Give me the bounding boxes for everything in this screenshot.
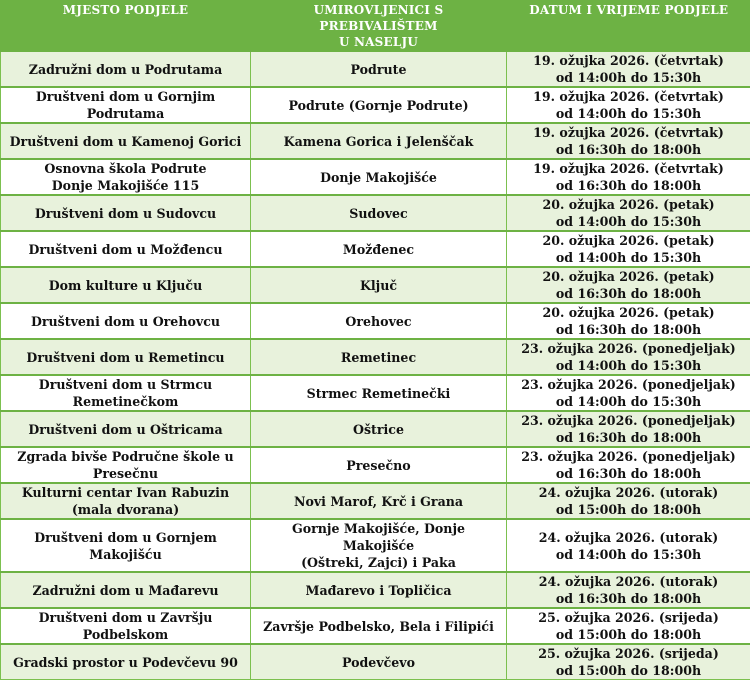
date-time-cell-line: 23. ožujka 2026. (ponedjeljak) <box>511 448 746 465</box>
settlement-cell-line: Remetinec <box>255 349 502 366</box>
date-time-cell-line: 24. ožujka 2026. (utorak) <box>511 529 746 546</box>
settlement-cell <box>251 87 507 123</box>
settlement-cell-line: Presečno <box>255 457 502 474</box>
date-time-cell <box>507 411 750 447</box>
settlement-cell-line: Orehovec <box>255 313 502 330</box>
location-cell-line: Društveni dom u Možđencu <box>5 241 246 258</box>
date-time-cell <box>507 195 750 231</box>
date-time-cell-line: od 15:00h do 18:00h <box>511 662 746 679</box>
location-cell <box>1 411 251 447</box>
location-cell <box>1 375 251 411</box>
date-time-cell <box>507 339 750 375</box>
date-time-cell-line: 20. ožujka 2026. (petak) <box>511 268 746 285</box>
location-cell <box>1 267 251 303</box>
location-cell-line: Kulturni centar Ivan Rabuzin <box>5 484 246 501</box>
date-time-cell-line: 24. ožujka 2026. (utorak) <box>511 484 746 501</box>
settlement-cell <box>251 519 507 572</box>
date-time-cell-line: od 14:00h do 15:30h <box>511 393 746 410</box>
date-time-cell-line: od 14:00h do 15:30h <box>511 249 746 266</box>
date-time-cell-line: 23. ožujka 2026. (ponedjeljak) <box>511 376 746 393</box>
date-time-cell <box>507 519 750 572</box>
settlement-cell <box>251 303 507 339</box>
location-cell-line: Društveni dom u Remetincu <box>5 349 246 366</box>
date-time-cell <box>507 159 750 195</box>
date-time-cell <box>507 644 750 680</box>
header-date <box>507 0 750 51</box>
settlement-cell <box>251 447 507 483</box>
location-cell <box>1 519 251 572</box>
settlement-cell-line: Oštrice <box>255 421 502 438</box>
location-cell <box>1 123 251 159</box>
location-cell-line: Presečnu <box>5 465 246 482</box>
header-label-line: DATUM I VRIJEME PODJELE <box>511 2 747 18</box>
settlement-cell-line: Završje Podbelsko, Bela i Filipići <box>255 618 502 635</box>
location-cell-line: (mala dvorana) <box>5 501 246 518</box>
location-cell-line: Društveni dom u Orehovcu <box>5 313 246 330</box>
location-cell <box>1 339 251 375</box>
location-cell <box>1 608 251 644</box>
table-row <box>1 267 750 303</box>
date-time-cell <box>507 375 750 411</box>
location-cell <box>1 483 251 519</box>
date-time-cell-line: od 14:00h do 15:30h <box>511 105 746 122</box>
settlement-cell <box>251 572 507 608</box>
location-cell-line: Zadružni dom u Mađarevu <box>5 582 246 599</box>
table-row <box>1 339 750 375</box>
settlement-cell <box>251 375 507 411</box>
date-time-cell-line: 23. ožujka 2026. (ponedjeljak) <box>511 412 746 429</box>
location-cell-line: Društveni dom u Gornjem Makojišću <box>5 529 246 563</box>
date-time-cell-line: 24. ožujka 2026. (utorak) <box>511 573 746 590</box>
settlement-cell-line: Ključ <box>255 277 502 294</box>
settlement-cell-line: Podrute (Gornje Podrute) <box>255 97 502 114</box>
location-cell <box>1 231 251 267</box>
location-cell-line: Društveni dom u Sudovcu <box>5 205 246 222</box>
settlement-cell-line: Donje Makojišće <box>255 169 502 186</box>
settlement-cell-line: Strmec Remetinečki <box>255 385 502 402</box>
table-row <box>1 411 750 447</box>
location-cell <box>1 303 251 339</box>
date-time-cell-line: od 15:00h do 18:00h <box>511 626 746 643</box>
location-cell <box>1 195 251 231</box>
header-label-line: U NASELJU <box>255 34 502 50</box>
date-time-cell <box>507 87 750 123</box>
location-cell-line: Društveni dom u Kamenoj Gorici <box>5 133 246 150</box>
table-row <box>1 87 750 123</box>
date-time-cell-line: od 15:00h do 18:00h <box>511 501 746 518</box>
settlement-cell-line: Gornje Makojišće, Donje Makojišće <box>255 520 502 554</box>
date-time-cell-line: 25. ožujka 2026. (srijeda) <box>511 645 746 662</box>
header-label-line: UMIROVLJENICI S PREBIVALIŠTEM <box>255 2 502 34</box>
date-time-cell-line: 19. ožujka 2026. (četvrtak) <box>511 124 746 141</box>
settlement-cell-line: Kamena Gorica i Jelenščak <box>255 133 502 150</box>
date-time-cell-line: 19. ožujka 2026. (četvrtak) <box>511 88 746 105</box>
location-cell <box>1 87 251 123</box>
settlement-cell <box>251 123 507 159</box>
settlement-cell <box>251 51 507 87</box>
settlement-cell-line: Podrute <box>255 61 502 78</box>
settlement-cell <box>251 483 507 519</box>
date-time-cell-line: od 14:00h do 15:30h <box>511 357 746 374</box>
table-row <box>1 123 750 159</box>
date-time-cell-line: 19. ožujka 2026. (četvrtak) <box>511 160 746 177</box>
location-cell-line: Društveni dom u Strmcu <box>5 376 246 393</box>
settlement-cell <box>251 608 507 644</box>
location-cell <box>1 447 251 483</box>
date-time-cell-line: 23. ožujka 2026. (ponedjeljak) <box>511 340 746 357</box>
table-row <box>1 483 750 519</box>
location-cell-line: Zadružni dom u Podrutama <box>5 61 246 78</box>
table-row <box>1 519 750 572</box>
location-cell <box>1 51 251 87</box>
table-row <box>1 195 750 231</box>
header-location <box>1 0 251 51</box>
location-cell-line: Dom kulture u Ključu <box>5 277 246 294</box>
table-row <box>1 375 750 411</box>
location-cell-line: Gradski prostor u Podevčevu 90 <box>5 654 246 671</box>
settlement-cell <box>251 195 507 231</box>
date-time-cell-line: od 16:30h do 18:00h <box>511 177 746 194</box>
table-row <box>1 608 750 644</box>
date-time-cell <box>507 267 750 303</box>
settlement-cell <box>251 159 507 195</box>
table-row <box>1 644 750 680</box>
date-time-cell <box>507 51 750 87</box>
settlement-cell <box>251 231 507 267</box>
date-time-cell <box>507 572 750 608</box>
date-time-cell-line: od 16:30h do 18:00h <box>511 590 746 607</box>
date-time-cell-line: od 16:30h do 18:00h <box>511 465 746 482</box>
date-time-cell <box>507 231 750 267</box>
table-row <box>1 303 750 339</box>
date-time-cell-line: od 14:00h do 15:30h <box>511 546 746 563</box>
settlement-cell-line: Mađarevo i Topličica <box>255 582 502 599</box>
date-time-cell-line: od 14:00h do 15:30h <box>511 213 746 230</box>
location-cell <box>1 159 251 195</box>
settlement-cell <box>251 411 507 447</box>
location-cell-line: Društveni dom u Gornjim Podrutama <box>5 88 246 122</box>
date-time-cell-line: 20. ožujka 2026. (petak) <box>511 232 746 249</box>
settlement-cell <box>251 339 507 375</box>
date-time-cell-line: od 16:30h do 18:00h <box>511 429 746 446</box>
location-cell <box>1 644 251 680</box>
location-cell-line: Društveni dom u Završju Podbelskom <box>5 609 246 643</box>
settlement-cell <box>251 267 507 303</box>
date-time-cell-line: od 16:30h do 18:00h <box>511 285 746 302</box>
date-time-cell <box>507 608 750 644</box>
date-time-cell <box>507 483 750 519</box>
location-cell-line: Donje Makojišće 115 <box>5 177 246 194</box>
table-body <box>1 51 750 680</box>
date-time-cell <box>507 303 750 339</box>
settlement-cell-line: Novi Marof, Krč i Grana <box>255 493 502 510</box>
date-time-cell-line: od 16:30h do 18:00h <box>511 141 746 158</box>
location-cell <box>1 572 251 608</box>
header-label-line: MJESTO PODJELE <box>5 2 246 18</box>
date-time-cell-line: 19. ožujka 2026. (četvrtak) <box>511 52 746 69</box>
table-row <box>1 159 750 195</box>
location-cell-line: Društveni dom u Oštricama <box>5 421 246 438</box>
date-time-cell <box>507 123 750 159</box>
date-time-cell-line: od 16:30h do 18:00h <box>511 321 746 338</box>
location-cell-line: Remetinečkom <box>5 393 246 410</box>
settlement-cell-line: Podevčevo <box>255 654 502 671</box>
location-cell-line: Osnovna škola Podrute <box>5 160 246 177</box>
settlement-cell-line: Sudovec <box>255 205 502 222</box>
settlement-cell-line: Možđenec <box>255 241 502 258</box>
table-row <box>1 447 750 483</box>
header-settlement <box>251 0 507 51</box>
settlement-cell-line: (Oštreki, Zajci) i Paka <box>255 554 502 571</box>
settlement-cell <box>251 644 507 680</box>
location-cell-line: Zgrada bivše Područne škole u <box>5 448 246 465</box>
table-header-row <box>1 0 750 51</box>
date-time-cell-line: 20. ožujka 2026. (petak) <box>511 304 746 321</box>
table-row <box>1 572 750 608</box>
date-time-cell-line: 20. ožujka 2026. (petak) <box>511 196 746 213</box>
table-row <box>1 231 750 267</box>
date-time-cell <box>507 447 750 483</box>
date-time-cell-line: 25. ožujka 2026. (srijeda) <box>511 609 746 626</box>
date-time-cell-line: od 14:00h do 15:30h <box>511 69 746 86</box>
table-row <box>1 51 750 87</box>
